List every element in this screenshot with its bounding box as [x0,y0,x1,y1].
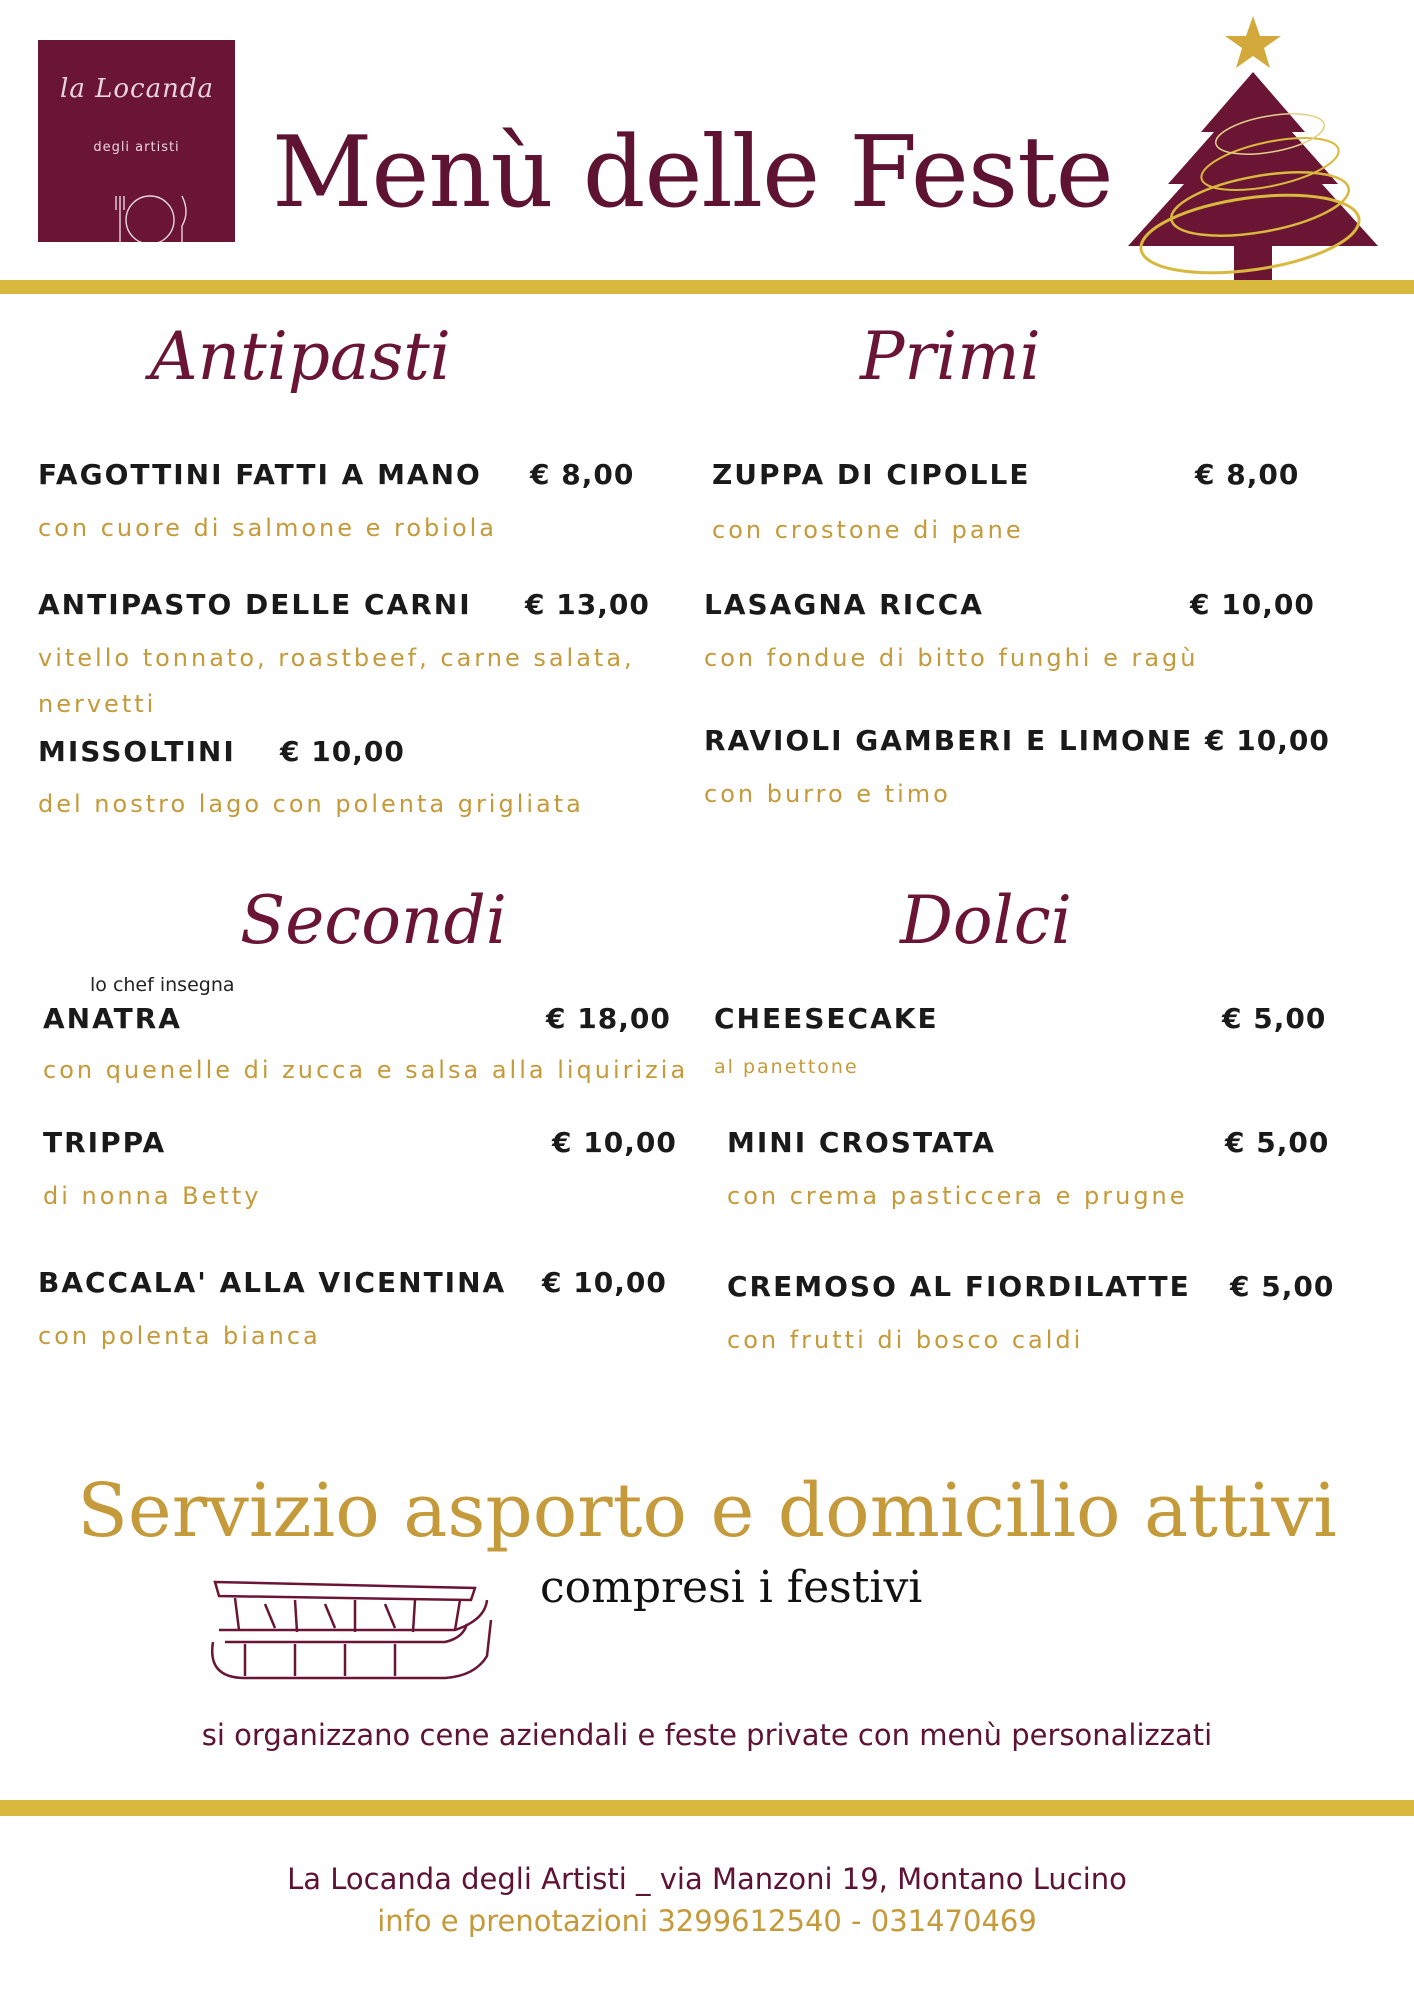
menu-item-desc: con burro e timo [704,780,951,808]
cutlery-plate-icon [38,40,235,242]
menu-item-desc: con quenelle di zucca e salsa alla liquirizia [43,1056,689,1084]
menu-item-price: € 8,00 [1195,458,1300,491]
menu-item-name: MINI CROSTATA [727,1126,996,1159]
menu-item-price: € 5,00 [1230,1270,1335,1303]
page-title: Menù delle Feste [272,116,1113,230]
menu-item-price: € 13,00 [525,588,650,621]
logo-subtitle: degli artisti [93,140,180,155]
menu-item-name: FAGOTTINI FATTI A MANO [38,458,482,491]
restaurant-logo [38,40,235,242]
section-heading-dolci: Dolci [900,882,1072,959]
menu-item-name: RAVIOLI GAMBERI E LIMONE [704,724,1194,757]
menu-item-name: LASAGNA RICCA [704,588,984,621]
menu-item-desc: con frutti di bosco caldi [727,1326,1084,1354]
menu-item-price: € 8,00 [530,458,635,491]
menu-item-desc: con fondue di bitto funghi e ragù [704,644,1199,672]
sled-icon [205,1560,495,1690]
menu-item-name: TRIPPA [43,1126,167,1159]
menu-item-price: € 5,00 [1225,1126,1330,1159]
menu-item-desc: del nostro lago con polenta grigliata [38,790,584,818]
menu-item-desc: con crema pasticcera e prugne [727,1182,1188,1210]
menu-item-name: ZUPPA DI CIPOLLE [712,458,1031,491]
menu-item-desc: con crostone di pane [712,516,1024,544]
bottom-divider [0,1800,1414,1816]
menu-item-price: € 5,00 [1222,1002,1327,1035]
menu-item-name: CHEESECAKE [714,1002,939,1035]
menu-item-name: BACCALA' ALLA VICENTINA [38,1266,507,1299]
menu-item-name: CREMOSO AL FIORDILATTE [727,1270,1191,1303]
menu-item-name: MISSOLTINI [38,735,236,768]
menu-item-desc-cont: nervetti [38,690,157,718]
section-heading-primi: Primi [860,318,1041,395]
menu-item-price: € 10,00 [1190,588,1315,621]
service-subtitle: compresi i festivi [540,1562,923,1613]
menu-item-desc: con polenta bianca [38,1322,321,1350]
menu-item-price: € 10,00 [552,1126,677,1159]
menu-item-name: ANATRA [43,1002,182,1035]
service-headline: Servizio asporto e domicilio attivi [77,1468,1337,1554]
chef-note: lo chef insegna [90,974,235,996]
top-divider [0,280,1414,294]
menu-item-price: € 10,00 [542,1266,667,1299]
menu-item-price: € 10,00 [1205,724,1330,757]
christmas-tree-icon [1120,14,1384,364]
menu-item-desc: vitello tonnato, roastbeef, carne salata, [38,644,635,672]
logo-name: la Locanda [60,74,214,104]
footer-contacts: info e prenotazioni 3299612540 - 031470469 [377,1904,1037,1938]
menu-item-desc: di nonna Betty [43,1182,262,1210]
footer-address: La Locanda degli Artisti _ via Manzoni 19, Montano Lucino [287,1862,1127,1896]
menu-item-desc: con cuore di salmone e robiola [38,514,497,542]
section-heading-antipasti: Antipasti [150,318,451,395]
menu-item-desc: al panettone [714,1056,859,1078]
menu-item-name: ANTIPASTO DELLE CARNI [38,588,472,621]
section-heading-secondi: Secondi [240,882,507,959]
menu-item-price: € 18,00 [546,1002,671,1035]
menu-item-price: € 10,00 [280,735,405,768]
events-note: si organizzano cene aziendali e feste private con menù personalizzati [201,1718,1213,1752]
